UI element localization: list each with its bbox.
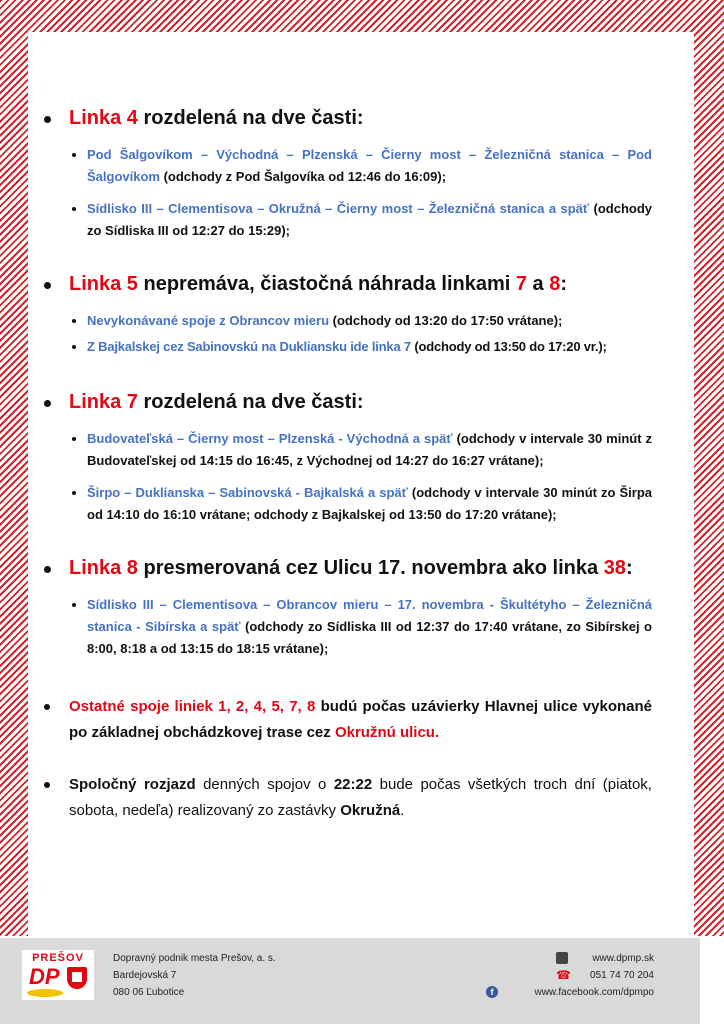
company-address <box>113 950 276 1001</box>
note-joint-departure <box>28 772 652 824</box>
route-item: Sídlisko III – Clementisova – Okružná – Čierny most – Železničná stanica a späť (odchody zo Sídliska III od 12:27 do 15:29); <box>69 198 652 242</box>
logo-letters: DP <box>29 964 60 989</box>
facebook-link[interactable]: www.facebook.com/dpmpo <box>534 987 654 998</box>
coat-of-arms-icon <box>67 967 87 989</box>
bullet-icon <box>44 566 51 573</box>
facebook-icon: f <box>486 986 498 998</box>
contact-facebook[interactable] <box>486 984 654 1001</box>
route-item: Pod Šalgovíkom – Východná – Plzenská – Čierny most – Železničná stanica – Pod Šalgovíkom (odchody z Pod Šalgovíka od 12:46 do 16:09); <box>69 144 652 188</box>
route-item: Sídlisko III – Clementisova – Obrancov mieru – 17. novembra - Škultétyho – Železničná stanica - Sibírska a späť (odchody zo Sídliska III od 12:37 do 17:40 vrátane, zo Sibírskej o 8:00, 8:18 a od 13:15 do 18:15 vrátane); <box>69 594 652 660</box>
note-other-lines <box>28 694 652 746</box>
phone-icon: ☎ <box>556 968 571 982</box>
section-heading: Linka 7 rozdelená na dve časti: <box>69 391 364 413</box>
bullet-icon <box>72 153 76 157</box>
logo-swoosh <box>27 989 63 997</box>
bullet-icon <box>44 116 51 123</box>
address-street: Bardejovská 7 <box>113 970 177 981</box>
section-linka-8 <box>28 552 652 660</box>
section-linka-4 <box>28 102 652 242</box>
route-list <box>69 310 652 358</box>
section-linka-7 <box>28 386 652 526</box>
section-heading: Linka 5 nepremáva, čiastočná náhrada linkami 7 a 8: <box>69 273 568 295</box>
route-list <box>69 594 652 660</box>
bullet-icon <box>44 704 50 710</box>
footer <box>0 938 700 1024</box>
contact-phone <box>486 967 654 984</box>
bullet-icon <box>72 437 76 441</box>
bullet-icon <box>72 207 76 211</box>
note-text: Spoločný rozjazd denných spojov o 22:22 bude počas všetkých troch dní (piatok, sobota, nedeľa) realizovaný zo zastávky Okružná. <box>69 776 652 819</box>
logo-text: PREŠOV <box>32 952 84 964</box>
section-heading: Linka 8 presmerovaná cez Ulicu 17. novembra ako linka 38: <box>69 557 633 579</box>
bullet-icon <box>44 782 50 788</box>
website-link[interactable]: www.dpmp.sk <box>592 953 654 964</box>
route-item: Z Bajkalskej cez Sabinovskú na Dukliansku ide linka 7 (odchody od 13:50 do 17:20 vr.); <box>69 336 652 358</box>
note-text: Ostatné spoje liniek 1, 2, 4, 5, 7, 8 budú počas uzávierky Hlavnej ulice vykonané po základnej obchádzkovej trase cez Okružnú ulicu. <box>69 698 652 741</box>
bullet-icon <box>72 491 76 495</box>
bullet-icon <box>44 282 51 289</box>
notice-list <box>28 102 652 824</box>
section-linka-5 <box>28 268 652 358</box>
address-city: 080 06 Ľubotice <box>113 987 185 998</box>
company-name: Dopravný podnik mesta Prešov, a. s. <box>113 953 276 964</box>
bullet-icon <box>72 345 76 349</box>
route-list <box>69 428 652 526</box>
bullet-icon <box>72 603 76 607</box>
contact-web[interactable] <box>486 950 654 967</box>
route-item: Širpo – Duklianska – Sabinovská - Bajkalská a späť (odchody v intervale 30 minút zo Širpa od 14:10 do 16:10 vrátane; odchody z Bajkalskej od 13:50 do 17:20 vrátane); <box>69 482 652 526</box>
route-item: Budovateľská – Čierny most – Plzenská - Východná a späť (odchody v intervale 30 minút z Budovateľskej od 14:15 do 16:45, z Východnej od 14:27 do 16:27 vrátane); <box>69 428 652 472</box>
company-logo <box>22 950 94 1000</box>
computer-icon <box>556 952 568 964</box>
bullet-icon <box>44 400 51 407</box>
route-list <box>69 144 652 242</box>
section-heading: Linka 4 rozdelená na dve časti: <box>69 107 364 129</box>
notice-page <box>28 32 694 936</box>
phone-number: 051 74 70 204 <box>590 970 654 981</box>
route-item: Nevykonávané spoje z Obrancov mieru (odchody od 13:20 do 17:50 vrátane); <box>69 310 652 332</box>
bullet-icon <box>72 319 76 323</box>
contacts <box>486 950 654 1001</box>
